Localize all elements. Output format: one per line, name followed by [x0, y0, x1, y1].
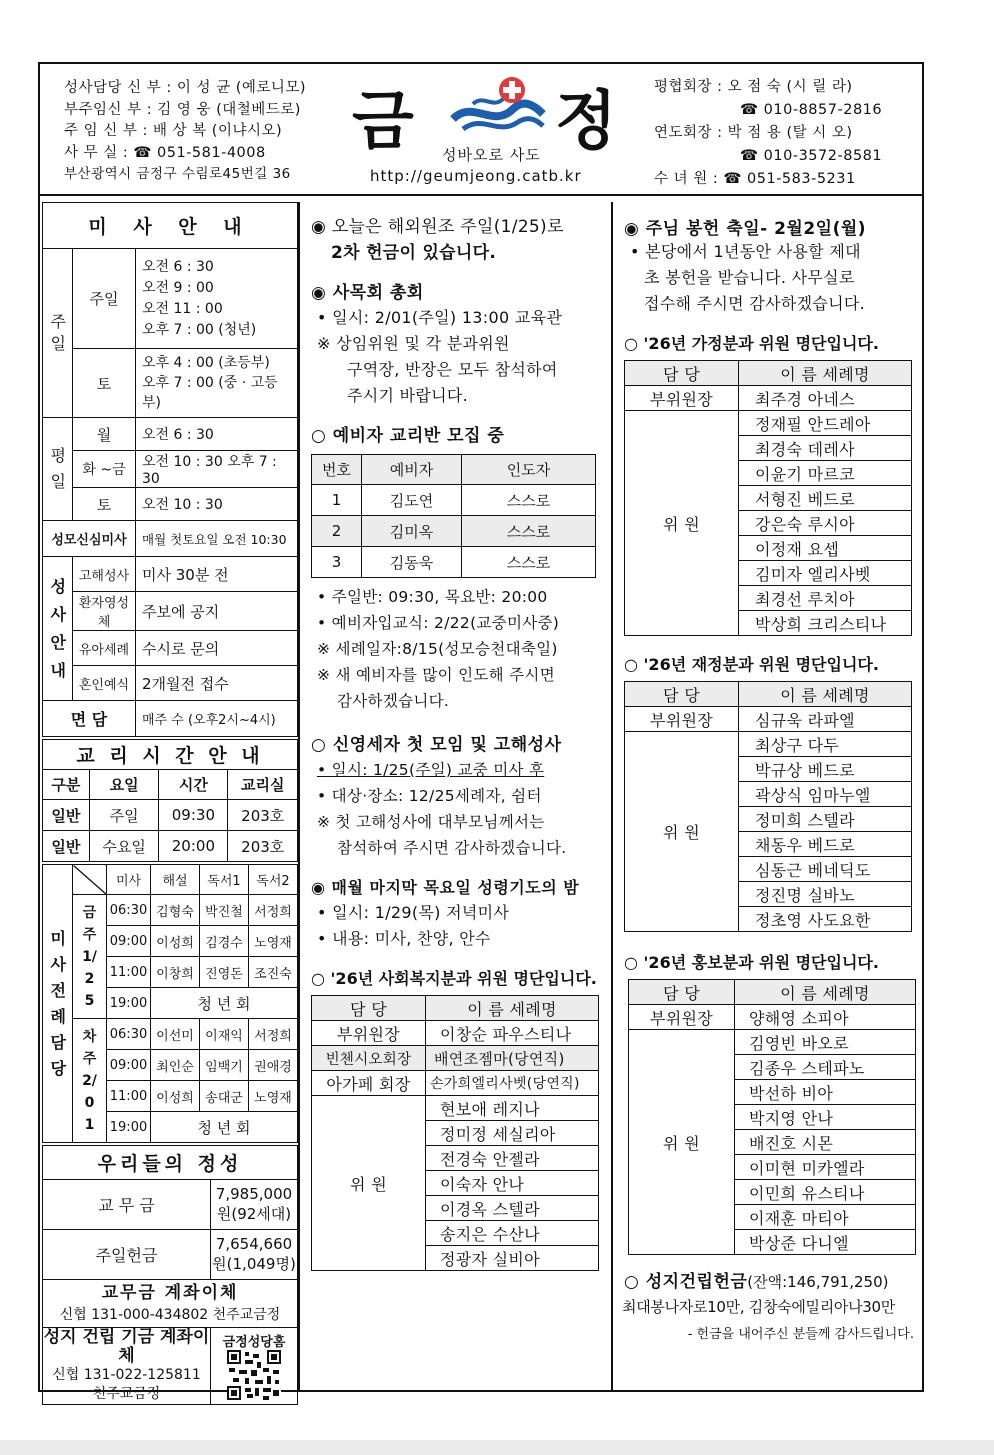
offering-value: 7,985,000원(92세대)	[211, 1180, 298, 1230]
catechism-cell: 일반	[43, 800, 90, 831]
catechism-table	[42, 739, 298, 862]
pr-member: 배진호 시몬	[735, 1130, 916, 1155]
weekday-day: 토	[73, 488, 136, 521]
duty-time: 19:00	[107, 1112, 151, 1143]
left-column	[42, 202, 298, 1405]
mass-title: 미 사 안 내	[43, 203, 298, 249]
pr-member: 이미현 미카엘라	[735, 1155, 916, 1180]
patron-saint: 성바오로 사도	[442, 146, 541, 164]
welfare-role: 아가페 회장	[312, 1071, 426, 1096]
finance-header: 담 당	[625, 682, 739, 707]
youth-group: 청 년 회	[151, 1112, 298, 1143]
duty-cell: 이창희	[151, 957, 200, 988]
family-member: 최경숙 데레사	[739, 436, 912, 461]
family-role: 부위원장	[625, 386, 739, 411]
section-holy-site-fund	[624, 1267, 920, 1292]
duty-cell: 박진철	[200, 895, 249, 926]
title-char-1: 금	[352, 85, 416, 159]
pastoral-meeting-details: • 일시: 2/01(주일) 13:00 교육관 ※ 상임위원 및 각 분과위원 구역장, 반장은 모두 참석하여 주시기 바랍니다.	[317, 308, 563, 405]
duty-cell: 이성희	[151, 926, 200, 957]
welfare-role: 부위원장	[312, 1021, 426, 1046]
right-column	[614, 202, 920, 1342]
pr-committee-table	[628, 979, 916, 1255]
welfare-committee-table	[311, 995, 599, 1271]
catechism-cell: 203호	[228, 831, 298, 862]
header	[40, 64, 922, 196]
duty-time: 09:00	[107, 926, 151, 957]
section-welfare-committee: ○ '26년 사회복지분과 위원 명단입니다.	[311, 969, 597, 988]
duty-cell: 송대군	[200, 1081, 249, 1112]
saturday-label: 토	[73, 349, 136, 418]
duty-header: 해설	[151, 865, 200, 895]
convent-phone: 수 녀 원 : ☎ 051-583-5231	[654, 171, 856, 187]
welfare-header: 이 름 세례명	[426, 996, 599, 1021]
weekday-time: 오전 6 : 30	[136, 418, 298, 451]
sacrament-name: 고해성사	[73, 557, 136, 592]
sacrament-info: 미사 30분 전	[136, 557, 298, 592]
cand-header: 예비자	[362, 455, 462, 485]
family-header: 이 름 세례명	[739, 361, 912, 386]
welfare-member: 현보애 레지나	[426, 1096, 599, 1121]
weekday-time: 오전 10 : 30	[136, 488, 298, 521]
duty-cell: 조진숙	[249, 957, 298, 988]
family-member: 이정재 요셉	[739, 536, 912, 561]
duty-time: 09:00	[107, 1050, 151, 1081]
council-phone: ☎ 010-8857-2816	[740, 102, 883, 118]
header-left-info	[64, 78, 306, 186]
duty-cell: 서정희	[249, 1019, 298, 1050]
cand-cell: 스스로	[462, 485, 596, 516]
duty-time: 19:00	[107, 988, 151, 1019]
cand-cell: 김미옥	[362, 516, 462, 547]
sacrament-label: 성사안내	[43, 557, 73, 701]
cand-header: 번호	[312, 455, 362, 485]
qr-label: 금정성당홈	[222, 1335, 286, 1350]
title-char-2: 정	[555, 85, 617, 159]
header-right-info	[654, 76, 882, 191]
offering-table	[42, 1145, 298, 1405]
finance-member: 최상구 다두	[739, 732, 912, 757]
family-member: 박상희 크리스티나	[739, 611, 912, 636]
priest-line-3: 주 임 신 부 : 배 상 복 (이냐시오)	[64, 123, 283, 139]
welfare-role: 빈첸시오회장	[312, 1046, 426, 1071]
family-member: 강은숙 루시아	[739, 511, 912, 536]
welfare-member: 정광자 실비아	[426, 1246, 599, 1271]
offering-value: 7,654,660원(1,049명)	[211, 1230, 298, 1280]
pr-member: 박지영 안나	[735, 1105, 916, 1130]
finance-member: 심규욱 라파엘	[739, 707, 912, 732]
welfare-member: 송지은 수산나	[426, 1221, 599, 1246]
sunday-label: 주일	[43, 249, 73, 418]
column-divider-2	[611, 202, 613, 1392]
section-catechumen: ○ 예비자 교리반 모집 중	[311, 426, 505, 446]
finance-member: 채동우 베드로	[739, 832, 912, 857]
catechumen-table	[311, 454, 596, 578]
duty-time: 06:30	[107, 895, 151, 926]
holy-site-fund-title: ○ 성지건립헌금	[624, 1272, 748, 1292]
welfare-member: 이숙자 안나	[426, 1171, 599, 1196]
welfare-header: 담 당	[312, 996, 426, 1021]
priest-line-2: 부주임신 부 : 김 영 웅 (대철베드로)	[64, 101, 301, 118]
duty-time: 11:00	[107, 957, 151, 988]
notice-overseas-aid: ◉ 오늘은 해외원조 주일(1/25)로 2차 헌금이 있습니다.	[311, 217, 564, 263]
finance-member: 정진명 실바노	[739, 882, 912, 907]
pr-member: 양해영 소피아	[735, 1005, 916, 1030]
pr-role: 부위원장	[629, 1005, 735, 1030]
finance-member: 정미희 스텔라	[739, 807, 912, 832]
week-current-label: 금주 1/25	[73, 895, 107, 1019]
duty-cell: 김형숙	[151, 895, 200, 926]
duty-cell: 이성희	[151, 1081, 200, 1112]
section-presentation-feast: ◉ 주님 봉헌 축일- 2월2일(월)	[624, 219, 867, 239]
office-phone: 사 무 실 : ☎ 051-581-4008	[64, 144, 266, 161]
family-member: 최경선 루치아	[739, 586, 912, 611]
duty-header: 독서2	[249, 865, 298, 895]
cand-cell: 1	[312, 485, 362, 516]
saturday-times: 오후 4 : 00 (초등부) 오후 7 : 00 (중 · 고등부)	[136, 349, 298, 418]
family-member-label: 위 원	[625, 411, 739, 636]
sunday-sub-label: 주일	[73, 249, 136, 349]
newly-baptized-details: • 일시: 1/25(주일) 교중 미사 후 • 대상·장소: 12/25세례자, 쉼터 ※ 첫 고해성사에 대부모님께서는 참석하여 주시면 감사하겠습니다.	[317, 761, 567, 857]
duty-cell: 최인순	[151, 1050, 200, 1081]
qr-block	[211, 1328, 298, 1405]
pr-member-label: 위 원	[629, 1030, 735, 1255]
account-info: 교무금 계좌이체 신협 131-000-434802 천주교금정	[43, 1280, 298, 1328]
cand-cell: 김동욱	[362, 547, 462, 578]
catechism-cell: 수요일	[89, 831, 159, 862]
week-next-label: 차주 2/01	[73, 1019, 107, 1143]
offering-title: 우리들의 정성	[43, 1146, 298, 1180]
finance-header: 이 름 세례명	[739, 682, 912, 707]
offering-label: 주일헌금	[43, 1230, 211, 1280]
weekday-label: 평일	[43, 418, 73, 521]
cand-cell: 스스로	[462, 516, 596, 547]
website-link[interactable]: http://geumjeong.catb.kr	[370, 167, 582, 185]
welfare-member: 전경숙 안젤라	[426, 1146, 599, 1171]
middle-column	[301, 202, 611, 1271]
pr-header: 이 름 세례명	[735, 980, 916, 1005]
building-fund-info: 성지 건립 기금 계좌이체 신협 131-022-125811 천주교금정	[43, 1328, 211, 1405]
liturgy-duty-table	[42, 864, 298, 1143]
duty-cell: 임백기	[200, 1050, 249, 1081]
pr-member: 이민희 유스티나	[735, 1180, 916, 1205]
duty-label: 미사전례담당	[43, 865, 73, 1143]
welfare-member: 손가희엘리사벳(당연직)	[426, 1071, 599, 1096]
catechism-title: 교 리 시 간 안 내	[43, 740, 298, 770]
duty-header: 미사	[107, 865, 151, 895]
presentation-feast-details: • 본당에서 1년동안 사용할 제대 초 봉헌을 받습니다. 사무실로 접수해 주시면 감사하겠습니다.	[630, 242, 865, 313]
mother-mass-label: 성모신심미사	[43, 521, 136, 557]
sunday-times: 오전 6 : 30 오전 9 : 00 오전 11 : 00 오후 7 : 00 (청년)	[136, 249, 298, 349]
pr-member: 이재훈 마티아	[735, 1205, 916, 1230]
pr-member: 박상준 다니엘	[735, 1230, 916, 1255]
weekday-day: 월	[73, 418, 136, 451]
finance-member: 박규상 베드로	[739, 757, 912, 782]
finance-member: 곽상식 임마누엘	[739, 782, 912, 807]
mother-mass-time: 매월 첫토요일 오전 10:30	[136, 521, 298, 557]
family-committee-table	[624, 360, 912, 636]
family-member: 최주경 아네스	[739, 386, 912, 411]
column-divider-1	[298, 202, 300, 1392]
welfare-member: 배연조젬마(당연직)	[426, 1046, 599, 1071]
counsel-time: 매주 수 (오후2시~4시)	[136, 701, 298, 737]
prayer-night-details: • 일시: 1/29(목) 저녁미사 • 내용: 미사, 찬양, 안수	[317, 903, 510, 948]
section-pastoral-meeting: ◉ 사목회 총회	[311, 283, 424, 303]
weekday-time: 오전 10 : 30 오후 7 : 30	[136, 451, 298, 488]
catechumen-details: • 주일반: 09:30, 목요반: 20:00 • 예비자입교식: 2/22(교중미사중) ※ 세례일자:8/15(성모승천대축일) ※ 새 예비자를 많이 인도해 주시면 감사하겠습니다.	[317, 588, 560, 710]
mass-schedule-table	[42, 202, 298, 737]
catechism-header: 구분	[43, 770, 90, 800]
sacrament-info: 2개월전 접수	[136, 666, 298, 701]
pr-member: 박선하 비아	[735, 1080, 916, 1105]
finance-committee-table	[624, 681, 912, 932]
holy-site-fund-balance: (잔액:146,791,250)	[747, 1273, 889, 1291]
catechism-cell: 203호	[228, 800, 298, 831]
cand-cell: 김도연	[362, 485, 462, 516]
council-president: 평협회장 : 오 점 숙 (시 릴 라)	[654, 79, 853, 95]
priest-line-1: 성사담당 신 부 : 이 성 균 (예로니모)	[64, 80, 307, 96]
catechism-cell: 09:30	[159, 800, 228, 831]
duty-time: 06:30	[107, 1019, 151, 1050]
qr-code-icon[interactable]	[227, 1350, 281, 1400]
section-family-committee: ○ '26년 가정분과 위원 명단입니다.	[624, 334, 879, 353]
duty-cell: 노영재	[249, 1081, 298, 1112]
welfare-member: 이경옥 스텔라	[426, 1196, 599, 1221]
section-newly-baptized: ○ 신영세자 첫 모임 및 고해성사	[311, 735, 562, 755]
offering-label: 교 무 금	[43, 1180, 211, 1230]
finance-role: 부위원장	[625, 707, 739, 732]
weekday-day: 화 ~금	[73, 451, 136, 488]
welfare-member-label: 위 원	[312, 1096, 426, 1271]
duty-cell: 노영재	[249, 926, 298, 957]
pr-member: 김영빈 바오로	[735, 1030, 916, 1055]
pr-member: 김종우 스테파노	[735, 1055, 916, 1080]
duty-cell: 이선미	[151, 1019, 200, 1050]
family-member: 이윤기 마르코	[739, 461, 912, 486]
duty-cell: 진영돈	[200, 957, 249, 988]
section-pr-committee: ○ '26년 홍보분과 위원 명단입니다.	[624, 953, 879, 972]
finance-member: 심동근 베네딕도	[739, 857, 912, 882]
finance-member: 정초영 사도요한	[739, 907, 912, 932]
sacrament-name: 환자영성체	[73, 592, 136, 631]
cand-cell: 스스로	[462, 547, 596, 578]
cand-header: 인도자	[462, 455, 596, 485]
family-member: 정재필 안드레아	[739, 411, 912, 436]
section-prayer-night: ◉ 매월 마지막 목요일 성령기도의 밤	[311, 878, 580, 897]
yeondo-president: 연도회장 : 박 점 용 (탈 시 오)	[654, 125, 853, 141]
holy-site-fund-thanks: - 헌금을 내어주신 분들께 감사드립니다.	[687, 1327, 914, 1342]
cand-cell: 3	[312, 547, 362, 578]
duty-cell: 김경수	[200, 926, 249, 957]
holy-site-fund-donors: 최대봉나자로10만, 김창숙에밀리아나30만	[622, 1298, 895, 1316]
catechism-header: 시간	[159, 770, 228, 800]
family-member: 서형진 베드로	[739, 486, 912, 511]
duty-time: 11:00	[107, 1081, 151, 1112]
cand-cell: 2	[312, 516, 362, 547]
yeondo-phone: ☎ 010-3572-8581	[740, 148, 883, 164]
catechism-header: 요일	[89, 770, 159, 800]
duty-cell: 서정희	[249, 895, 298, 926]
family-member: 김미자 엘리사벳	[739, 561, 912, 586]
page-bottom-strip	[0, 1440, 994, 1455]
pr-header: 담 당	[629, 980, 735, 1005]
duty-cell: 이재익	[200, 1019, 249, 1050]
duty-corner	[73, 865, 107, 895]
sacrament-name: 혼인예식	[73, 666, 136, 701]
catechism-cell: 20:00	[159, 831, 228, 862]
finance-member-label: 위 원	[625, 732, 739, 932]
duty-cell: 권애경	[249, 1050, 298, 1081]
counsel-label: 면 담	[43, 701, 136, 737]
welfare-member: 이창순 파우스티나	[426, 1021, 599, 1046]
sacrament-name: 유아세례	[73, 631, 136, 666]
duty-header: 독서1	[200, 865, 249, 895]
sacrament-info: 주보에 공지	[136, 592, 298, 631]
address: 부산광역시 금정구 수림로45번길 36	[64, 166, 291, 182]
youth-group: 청 년 회	[151, 988, 298, 1019]
section-finance-committee: ○ '26년 재정분과 위원 명단입니다.	[624, 655, 879, 674]
catechism-cell: 일반	[43, 831, 90, 862]
catechism-header: 교리실	[228, 770, 298, 800]
welfare-member: 정미정 세실리아	[426, 1121, 599, 1146]
family-header: 담 당	[625, 361, 739, 386]
parish-logo-icon	[448, 74, 548, 144]
catechism-cell: 주일	[89, 800, 159, 831]
sacrament-info: 수시로 문의	[136, 631, 298, 666]
